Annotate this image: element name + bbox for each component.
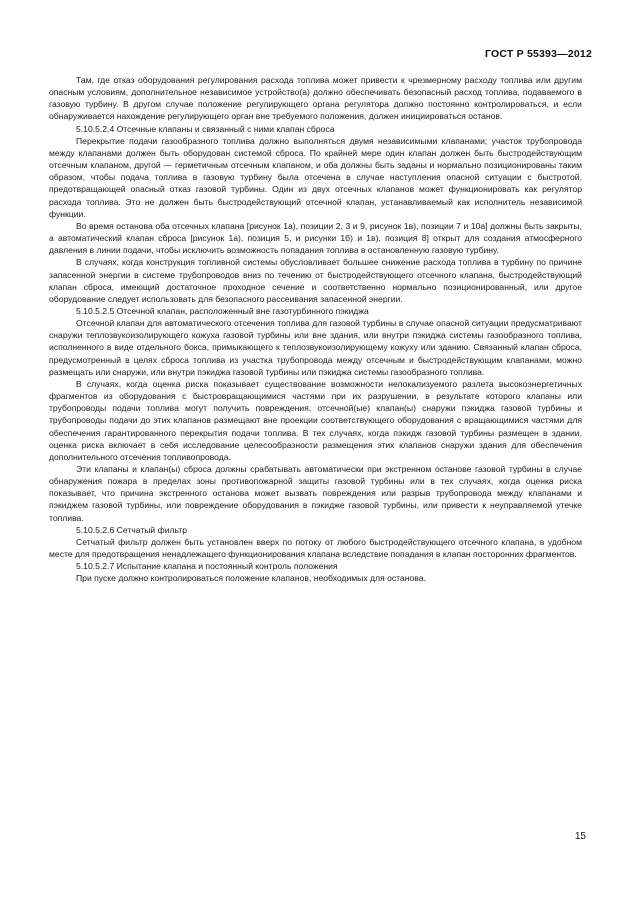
paragraph: Там, где отказ оборудования регулирования расхода топлива может привести к чрезмерному расходу топлива или другим опасным условиям, дополнительное независимое устройство(а) должно обеспечивать безопасный расход топлива, подаваемого в газовую турбину. В другом случае положение регулирующего органа регулятора должно постоянно контролироваться, и если обнаруживается нахождение регулирующего орган вне требуемого положения, должен инициироваться останов. <box>49 75 582 122</box>
document-body <box>49 74 582 585</box>
paragraph: В случаях, когда оценка риска показывает существование возможности нелокализуемого разлета высокоэнергетичных фрагментов из оборудования с быстровращающимися частями при их разрушении, в результате которого клапаны или трубопроводы подачи топлива могут получить повреждения, отсечной(ые) клапан(ы) снаружи пэкиджа газовой турбины и трубопроводы подачи до этих клапанов размещают вне проекции соответствующего оборудования с вращающимися частями для обеспечения гарантированного перекрытия подачи топлива. В тех случаях, когда пэкидж газовой турбины размещен в здании, оценка риска включает в себя исследование целесообразности размещения этих клапанов снаружи здания для обеспечения дополнительного отсечения топливопровода. <box>49 378 582 462</box>
paragraph: При пуске должно контролироваться положение клапанов, необходимых для останова. <box>76 573 426 584</box>
section-heading: 5.10.5.2.4 Отсечные клапаны и связанный с ними клапан сброса <box>76 123 335 134</box>
section-heading: 5.10.5.2.5 Отсечной клапан, расположенный вне газотурбинного пэкиджа <box>76 305 369 316</box>
standard-header: ГОСТ Р 55393—2012 <box>484 48 592 60</box>
page-number: 15 <box>574 831 586 842</box>
paragraph: Отсечной клапан для автоматического отсечения топлива для газовой турбины в случае опасной ситуации предусматривают снаружи теплозвукоизолирующего кожуха газовой турбины или вне здания, или внутри пэкиджа системы газообразного топлива, исполненного в виде отдельного бокса, примыкающего к теплозвукоизолирующему кожуху или зданию. Связанный клапан сброса, предусмотренный в целях сброса топлива из участка трубопровода между отсечным и быстродействующим клапанами, можно размещать или снаружи, или внутри пэкиджа газовой турбины или пэкиджа системы газообразного топлива. <box>49 318 582 377</box>
paragraph: Сетчатый фильтр должен быть установлен вверх по потоку от любого быстродействующего отсечного клапана, в удобном месте для предотвращения ненадлежащего функционирования клапана вследствие попадания в клапан посторонних фрагментов. <box>49 536 582 560</box>
paragraph: Перекрытие подачи газообразного топлива должно выполняться двумя независимыми клапанами; участок трубопровода между клапанами должен быть оборудован системой сброса. По крайней мере один клапан должен быть быстродействующим отсечным клапаном, другой — герметичным отсечным клапаном, и оба должны быть заданы и нормально позиционированы таким образом, чтобы подача топлива в газовую турбину была отсечена в случае наступления опасной ситуации с быстротой, предотвращающей опасный отказ газовой турбины. Один из двух отсечных клапанов может функционировать как регулятор расхода топлива. Это не должен быть быстродействующий отсечной клапан, устанавливаемый как исполнитель независимой функции. <box>49 135 582 219</box>
paragraph: Эти клапаны и клапан(ы) сброса должны срабатывать автоматически при экстренном останове газовой турбины в случае обнаружения пожара в пределах зоны противопожарной защиты газовой турбины или в тех случаях, когда оценка риска показывает, что причина экстренного останова может вызвать повреждения или разрыв трубопровода между клапанами и пэкиджем газовой турбины, или повреждение оборудования в пэкидже газовой турбины, или привести к неуправляемой утечке топлива. <box>49 464 582 523</box>
paragraph: Во время останова оба отсечных клапана [рисунок 1а), позиции 2, 3 и 9, рисунок 1в), позиции 7 и 10а] должны быть закрыты, а автоматический клапан сброса [рисунок 1а), позиция 5, и рисунки 1б) и 1в), позиция 8] открыт для создания атмосферного давления в линии подачи, чтобы исключить возможность попадания топлива в остановленную газовую турбину. <box>49 220 582 256</box>
paragraph: В случаях, когда конструкция топливной системы обусловливает большее снижение расхода топлива в турбину по причине запасенной энергии в системе трубопроводов вниз по течению от быстродействующего отсечного клапана, быстродействующий клапан сброса, имеющий достаточное проходное сечение и соответственно нормально позиционированный, или другое оборудование следует использовать для безопасного рассеивания запасенной энергии. <box>49 257 582 304</box>
section-heading: 5.10.5.2.6 Сетчатый фильтр <box>76 524 188 535</box>
section-heading: 5.10.5.2.7 Испытание клапана и постоянный контроль положения <box>76 561 338 572</box>
